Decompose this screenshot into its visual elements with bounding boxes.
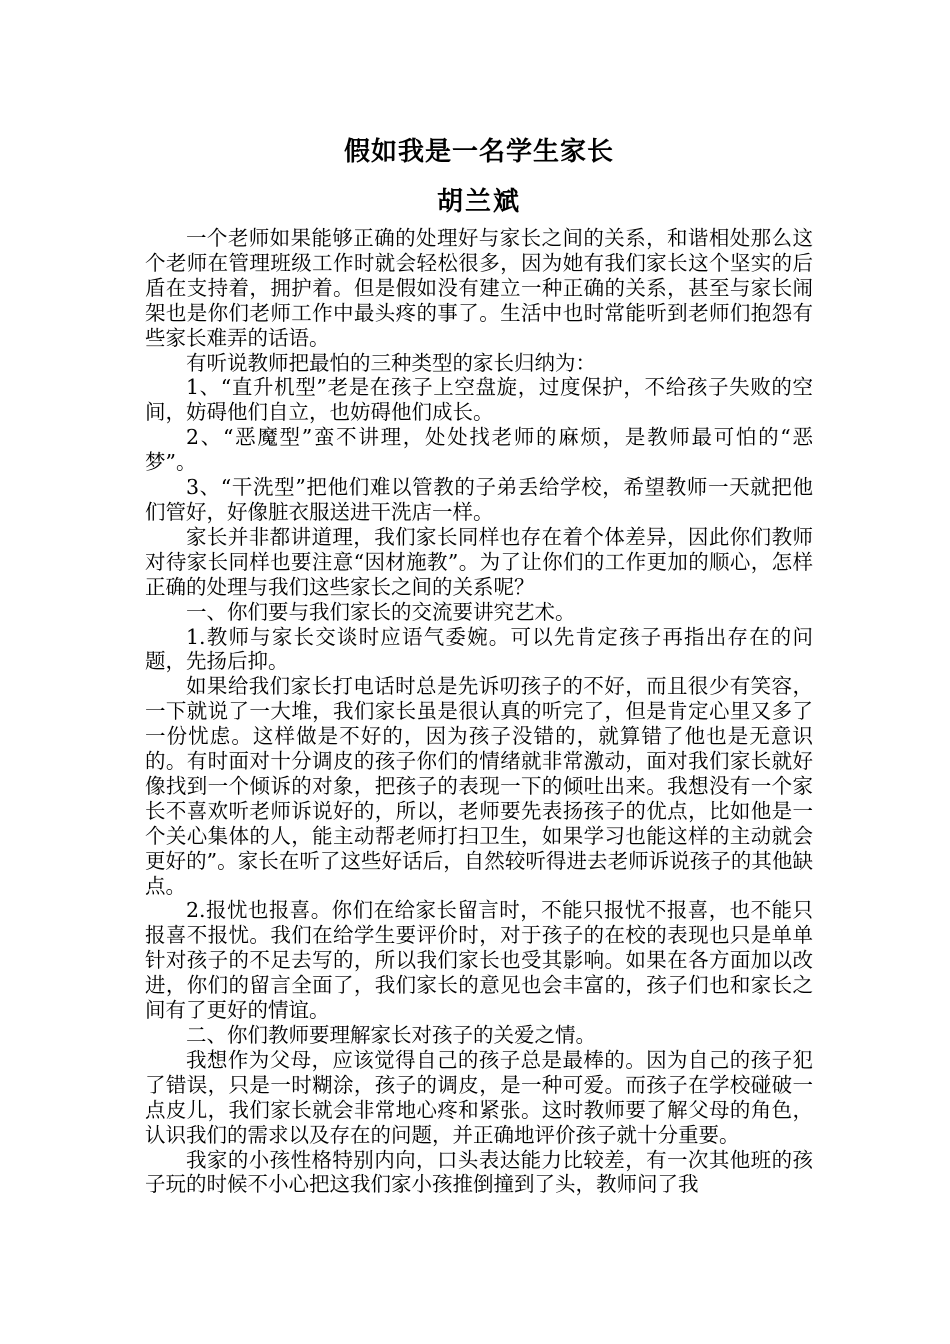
document-body [145,226,813,1197]
paragraph-three-types: 有听说教师把最怕的三种类型的家长归纳为： [186,350,596,375]
paragraph-intro: 一个老师如果能够正确的处理好与家长之间的关系，和谐相处那么这个老师在管理班级工作时就会轻松很多，因为她有我们家长这个坚实的后盾在支持着，拥护着。但是假如没有建立一种正确的关系，甚至与家长闹架也是你们老师工作中最头疼的事了。生活中也时常能听到老师们抱怨有些家长难弄的话语。 [145,226,813,350]
paragraph-my-child: 我家的小孩性格特别内向，口头表达能力比较差，有一次其他班的孩子玩的时候不小心把这我们家小孩推倒撞到了头，教师问了我 [145,1147,813,1197]
document-title: 假如我是一名学生家长 [343,137,614,167]
paragraph-type-devil: 2、“恶魔型”蛮不讲理，处处找老师的麻烦，是教师最可怕的“恶梦”。 [145,425,813,475]
paragraph-tone: 1.教师与家长交谈时应语气委婉。可以先肯定孩子再指出存在的问题，先扬后抑。 [145,624,813,674]
paragraph-parents-love: 我想作为父母，应该觉得自己的孩子总是最棒的。因为自己的孩子犯了错误，只是一时糊涂，孩子的调皮，是一种可爱。而孩子在学校碰破一点皮儿，我们家长就会非常地心疼和紧张。这时教师要了解父母的角色，认识我们的需求以及存在的问题，并正确地评价孩子就十分重要。 [145,1047,813,1147]
paragraph-individual-differences: 家长并非都讲道理，我们家长同样也存在着个体差异，因此你们教师对待家长同样也要注意“因材施教”。为了让你们的工作更加的顺心，怎样正确的处理与我们这些家长之间的关系呢？ [145,524,813,599]
section-heading-understanding: 二、你们教师要理解家长对孩子的关爱之情。 [186,1023,596,1047]
section-heading-communication: 一、你们要与我们家长的交流要讲究艺术。 [186,599,576,624]
document-author: 胡兰斌 [436,187,521,217]
document-page [145,132,813,1197]
paragraph-good-and-bad-news: 2.报忧也报喜。你们在给家长留言时，不能只报忧不报喜，也不能只报喜不报忧。我们在给学生要评价时，对于孩子的在校的表现也只是单单针对孩子的不足去写的，所以我们家长也受其影响。如果在各方面加以改进，你们的留言全面了，我们家长的意见也会丰富的，孩子们也和家长之间有了更好的情谊。 [145,898,813,1023]
paragraph-type-helicopter: 1、“直升机型”老是在孩子上空盘旋，过度保护，不给孩子失败的空间，妨碍他们自立，也妨碍他们成长。 [145,375,813,425]
paragraph-type-dry-clean: 3、“干洗型”把他们难以管教的子弟丢给学校，希望教师一天就把他们管好，好像脏衣服送进干洗店一样。 [145,475,813,524]
paragraph-phone-call: 如果给我们家长打电话时总是先诉叨孩子的不好，而且很少有笑容，一下就说了一大堆，我们家长虽是很认真的听完了，但是肯定心里又多了一份忧虑。这样做是不好的，因为孩子没错的，就算错了他也是无意识的。有时面对十分调皮的孩子你们的情绪就非常激动，面对我们家长就好像找到一个倾诉的对象，把孩子的表现一下的倾吐出来。我想没有一个家长不喜欢听老师诉说好的，所以，老师要先表扬孩子的优点，比如他是一个关心集体的人，能主动帮老师打扫卫生，如果学习也能这样的主动就会更好的”。家长在听了这些好话后，自然较听得进去老师诉说孩子的其他缺点。 [145,674,813,898]
